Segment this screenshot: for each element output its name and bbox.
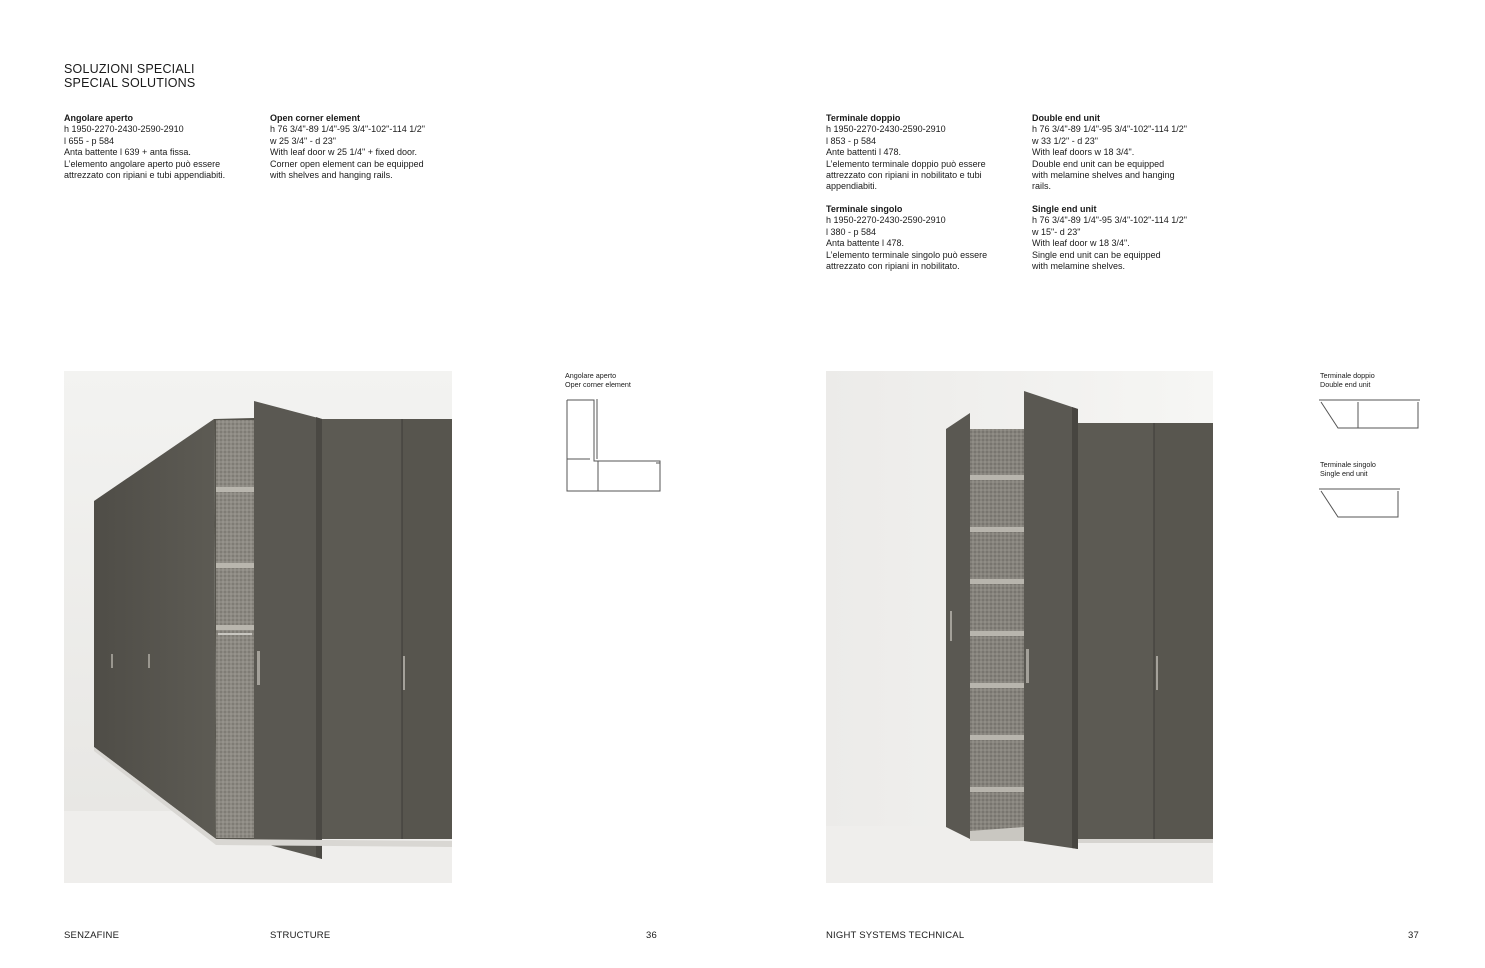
spec-line: attrezzato con ripiani e tubi appendiabiti. xyxy=(64,170,226,181)
caption-double-end xyxy=(1320,371,1375,389)
spec-line: l 380 - p 584 xyxy=(826,226,877,237)
caption-italian: Terminale doppio xyxy=(1320,371,1375,380)
block-title: Terminale doppio xyxy=(826,113,901,123)
spec-line: with melamine shelves. xyxy=(1032,261,1126,272)
spec-line: Anta battente l 478. xyxy=(826,238,905,249)
spec-line: With leaf door w 25 1/4" + fixed door. xyxy=(270,147,418,158)
block-terminale-doppio xyxy=(826,113,1016,193)
spec-line: h 1950-2270-2430-2590-2910 xyxy=(826,215,946,226)
block-terminale-singolo xyxy=(826,204,1016,272)
spec-line: Single end unit can be equipped xyxy=(1032,249,1161,260)
spec-line: With leaf doors w 18 3/4". xyxy=(1032,147,1135,158)
photo-open-corner-wardrobe xyxy=(64,371,452,883)
caption-corner xyxy=(565,371,631,389)
plan-diagram-single-end xyxy=(1318,487,1402,521)
block-open-corner-element xyxy=(270,113,460,181)
wardrobe-corner-illustration xyxy=(64,371,452,883)
spec-line: h 1950-2270-2430-2590-2910 xyxy=(64,124,184,135)
spec-line: with shelves and hanging rails. xyxy=(270,170,393,181)
spec-line: l 853 - p 584 xyxy=(826,135,877,146)
heading-italian: SOLUZIONI SPECIALI xyxy=(64,62,195,76)
caption-english: Double end unit xyxy=(1320,380,1371,389)
footer-section: STRUCTURE xyxy=(270,930,331,941)
spec-line: Corner open element can be equipped xyxy=(270,158,424,169)
block-title: Angolare aperto xyxy=(64,113,134,123)
page-number-left: 36 xyxy=(646,930,657,941)
spec-line: h 76 3/4"-89 1/4"-95 3/4"-102"-114 1/2" xyxy=(1032,124,1187,135)
spec-line: appendiabiti. xyxy=(826,181,878,192)
caption-english: Single end unit xyxy=(1320,469,1368,478)
spec-line: rails. xyxy=(1032,181,1052,192)
block-single-end-unit xyxy=(1032,204,1222,272)
block-angolare-aperto xyxy=(64,113,254,181)
spec-line: h 76 3/4"-89 1/4"-95 3/4"-102"-114 1/2" xyxy=(1032,215,1187,226)
spec-line: h 76 3/4"-89 1/4"-95 3/4"-102"-114 1/2" xyxy=(270,124,425,135)
spec-line: with melamine shelves and hanging xyxy=(1032,170,1175,181)
spec-line: L’elemento terminale doppio può essere xyxy=(826,158,986,169)
block-double-end-unit xyxy=(1032,113,1222,193)
spec-line: l 655 - p 584 xyxy=(64,135,115,146)
footer-brand: SENZAFINE xyxy=(64,930,120,941)
spec-line: attrezzato con ripiani in nobilitato e tubi xyxy=(826,170,982,181)
heading-english: SPECIAL SOLUTIONS xyxy=(64,76,196,90)
block-title: Double end unit xyxy=(1032,113,1100,123)
plan-diagram-double-end xyxy=(1318,398,1422,432)
footer-catalog: NIGHT SYSTEMS TECHNICAL xyxy=(826,930,965,941)
spec-line: w 25 3/4" - d 23" xyxy=(270,135,336,146)
caption-italian: Terminale singolo xyxy=(1320,460,1376,469)
spec-line: Anta battente l 639 + anta fissa. xyxy=(64,147,191,158)
spec-line: Double end unit can be equipped xyxy=(1032,158,1165,169)
page-number-right: 37 xyxy=(1408,930,1419,941)
block-title: Terminale singolo xyxy=(826,204,903,214)
plan-diagram-open-corner xyxy=(564,397,664,495)
spec-line: h 1950-2270-2430-2590-2910 xyxy=(826,124,946,135)
photo-double-end-unit xyxy=(826,371,1213,883)
caption-italian: Angolare aperto xyxy=(565,371,617,380)
caption-english: Oper corner element xyxy=(565,380,631,389)
page-heading xyxy=(64,62,195,90)
block-title: Open corner element xyxy=(270,113,361,123)
spec-line: L’elemento terminale singolo può essere xyxy=(826,249,988,260)
spec-line: attrezzato con ripiani in nobilitato. xyxy=(826,261,960,272)
spec-line: Ante battenti l 478. xyxy=(826,147,902,158)
spec-line: With leaf door w 18 3/4". xyxy=(1032,238,1130,249)
spec-line: w 33 1/2" - d 23" xyxy=(1032,135,1098,146)
spec-line: L’elemento angolare aperto può essere xyxy=(64,158,221,169)
caption-single-end xyxy=(1320,460,1376,478)
spec-line: w 15"- d 23" xyxy=(1032,226,1081,237)
wardrobe-end-unit-illustration xyxy=(826,371,1213,883)
block-title: Single end unit xyxy=(1032,204,1097,214)
